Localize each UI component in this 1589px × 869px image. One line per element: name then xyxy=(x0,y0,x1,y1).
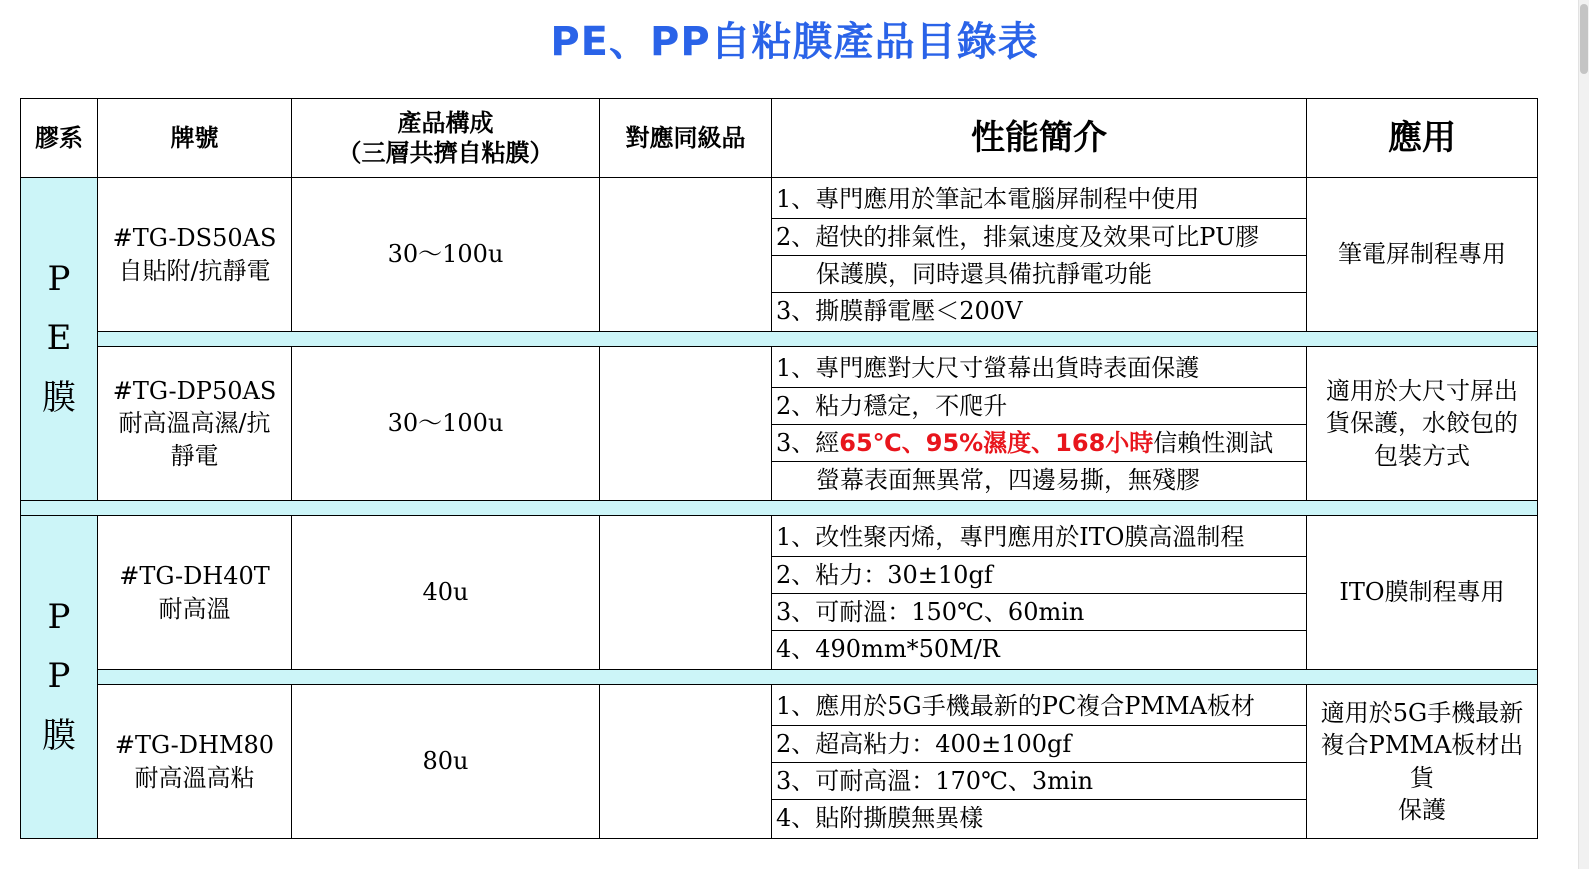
product-desc: 耐高溫高濕/抗 xyxy=(118,409,271,438)
category-letter: P xyxy=(47,258,71,299)
table-row xyxy=(21,685,1538,839)
category-pe xyxy=(21,178,98,501)
performance-cell xyxy=(772,685,1307,839)
product-code-cell xyxy=(98,685,292,839)
table-row xyxy=(21,347,1538,501)
application-cell xyxy=(1307,347,1538,501)
header-glue: 膠系 xyxy=(21,99,98,178)
category-pp xyxy=(21,516,98,839)
category-letter: 膜 xyxy=(42,377,76,418)
product-catalog-table xyxy=(20,98,1538,839)
header-composition-line1: 產品構成 xyxy=(397,109,494,137)
vertical-scrollbar[interactable] xyxy=(1578,0,1589,869)
header-brand: 牌號 xyxy=(98,99,292,178)
product-code-cell xyxy=(98,178,292,332)
product-desc: 靜電 xyxy=(170,441,219,470)
application-cell: 筆電屏制程專用 xyxy=(1307,178,1538,332)
product-desc: 自貼附/抗靜電 xyxy=(118,256,271,285)
perf-line: 2、粘力：30±10gf xyxy=(772,556,1306,593)
category-letter: 膜 xyxy=(42,715,76,756)
equivalent-cell xyxy=(600,516,772,670)
performance-cell xyxy=(772,347,1307,501)
perf-line: 2、粘力穩定，不爬升 xyxy=(772,387,1306,424)
perf-line: 3、可耐高溫：170℃、3min xyxy=(772,762,1306,799)
header-composition-line2: （三層共擠自粘膜） xyxy=(337,139,554,167)
perf-line xyxy=(772,424,1306,461)
application-line: 適用於5G手機最新 xyxy=(1320,698,1524,727)
spacer-cell xyxy=(21,501,1538,516)
table-row xyxy=(21,178,1538,332)
category-letter: P xyxy=(47,656,71,697)
performance-cell xyxy=(772,516,1307,670)
perf-line: 2、超快的排氣性，排氣速度及效果可比PU膠 xyxy=(772,218,1306,255)
equivalent-cell xyxy=(600,347,772,501)
header-equivalent: 對應同級品 xyxy=(600,99,772,178)
perf-suffix: 信賴性測試 xyxy=(1153,428,1274,457)
spacer-row xyxy=(21,501,1538,516)
perf-line: 1、應用於5G手機最新的PC複合PMMA板材 xyxy=(776,691,1255,720)
application-line: 適用於大尺寸屏出 xyxy=(1326,376,1518,405)
product-code-cell xyxy=(98,347,292,501)
composition-cell: 30～100u xyxy=(292,178,600,332)
application-line: 貨保護，水餃包的 xyxy=(1326,409,1518,438)
perf-line: 4、490mm*50M/R xyxy=(772,630,1306,667)
application-line: 包裝方式 xyxy=(1374,441,1470,470)
category-letter: E xyxy=(46,318,72,359)
spacer-cell xyxy=(98,670,1538,685)
perf-prefix: 3、經 xyxy=(776,428,840,457)
scrollbar-thumb[interactable] xyxy=(1580,4,1588,74)
product-code: #TG-DS50AS xyxy=(112,224,277,253)
perf-line: 2、超高粘力：400±100gf xyxy=(772,725,1306,762)
composition-cell: 80u xyxy=(292,685,600,839)
header-row xyxy=(21,99,1538,178)
header-application: 應用 xyxy=(1307,99,1538,178)
equivalent-cell xyxy=(600,178,772,332)
header-composition xyxy=(292,99,600,178)
perf-line: 3、可耐溫：150℃、60min xyxy=(772,593,1306,630)
product-code: #TG-DHM80 xyxy=(114,731,275,760)
perf-line: 1、改性聚丙烯，專門應用於ITO膜高溫制程 xyxy=(776,522,1245,551)
perf-highlight: 65℃、95%濕度、168小時 xyxy=(839,428,1154,457)
header-performance: 性能簡介 xyxy=(772,99,1307,178)
application-line: 保護 xyxy=(1398,795,1446,824)
product-desc: 耐高溫高粘 xyxy=(134,763,255,792)
application-cell xyxy=(1307,685,1538,839)
composition-cell: 40u xyxy=(292,516,600,670)
perf-line: 1、專門應對大尺寸螢幕出貨時表面保護 xyxy=(776,353,1200,382)
perf-line: 螢幕表面無異常，四邊易撕，無殘膠 xyxy=(772,461,1306,498)
perf-line: 3、撕膜靜電壓＜200V xyxy=(772,292,1306,329)
application-cell: ITO膜制程專用 xyxy=(1307,516,1538,670)
spacer-cell xyxy=(98,332,1538,347)
product-code-cell xyxy=(98,516,292,670)
page-title: PE、PP自粘膜產品目錄表 xyxy=(550,19,1039,65)
spacer-row xyxy=(21,332,1538,347)
perf-line: 保護膜，同時還具備抗靜電功能 xyxy=(772,255,1306,292)
perf-line: 4、貼附撕膜無異樣 xyxy=(772,799,1306,836)
performance-cell xyxy=(772,178,1307,332)
perf-line: 1、專門應用於筆記本電腦屏制程中使用 xyxy=(776,184,1200,213)
equivalent-cell xyxy=(600,685,772,839)
category-letter: P xyxy=(47,596,71,637)
spacer-row xyxy=(21,670,1538,685)
composition-cell: 30～100u xyxy=(292,347,600,501)
product-code: #TG-DH40T xyxy=(119,562,270,591)
product-desc: 耐高溫 xyxy=(158,594,231,623)
application-line: 複合PMMA板材出貨 xyxy=(1320,731,1524,792)
table-row xyxy=(21,516,1538,670)
product-code: #TG-DP50AS xyxy=(112,376,277,405)
